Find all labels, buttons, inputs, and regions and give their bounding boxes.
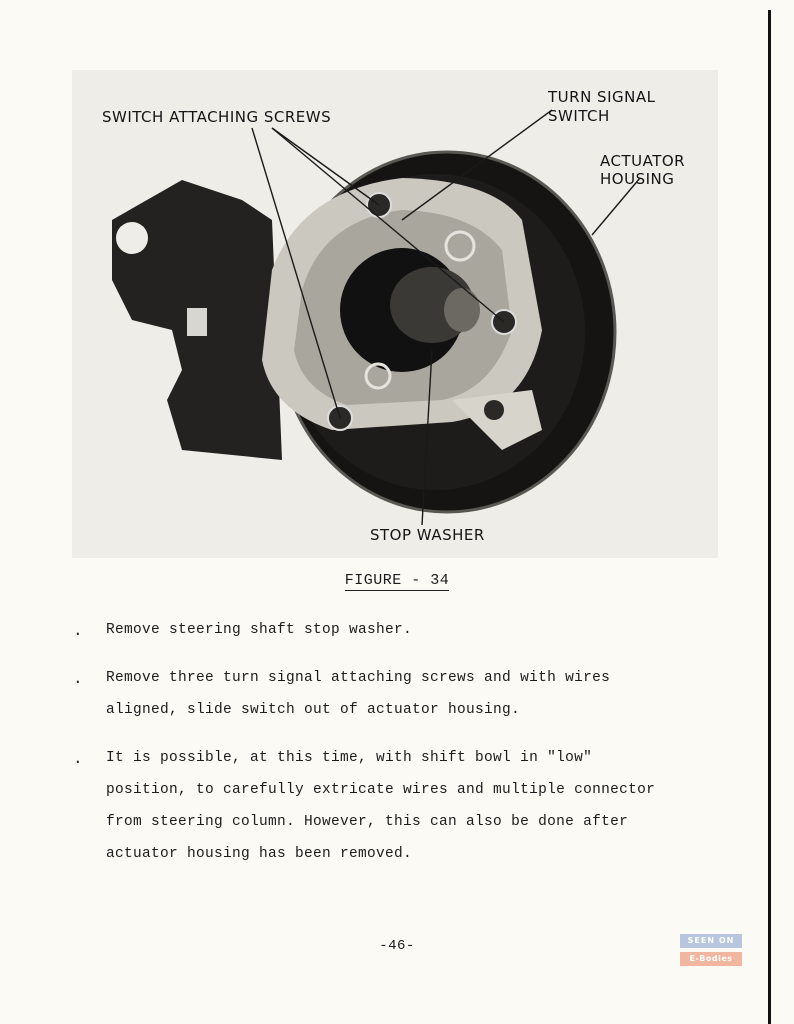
cam-hole xyxy=(484,400,504,420)
bracket-hole xyxy=(116,222,148,254)
bullet: . xyxy=(73,670,83,688)
bullet: . xyxy=(73,750,83,768)
callout-switch-attaching-screws: SWITCH ATTACHING SCREWS xyxy=(102,108,332,126)
shaft-end xyxy=(444,288,480,332)
callout-stop-washer: STOP WASHER xyxy=(370,526,485,544)
figure-caption: FIGURE - 34 xyxy=(344,572,450,589)
watermark-top: SEEN ON xyxy=(680,934,742,948)
callout-switch: SWITCH xyxy=(548,107,610,125)
instruction-1: Remove steering shaft stop washer. xyxy=(106,622,413,638)
page-number: -46- xyxy=(379,938,415,954)
callout-turn-signal: TURN SIGNAL xyxy=(548,88,656,106)
bracket-slot xyxy=(187,308,207,336)
callout-housing: HOUSING xyxy=(600,170,675,188)
watermark-bottom: E-Bodies xyxy=(680,952,742,966)
instruction-3: It is possible, at this time, with shift bowl in "low" position, to carefully extricate wires and multiple connector from steering column. However, this can also be done after actuator housing has been removed. xyxy=(106,750,656,862)
steering-column-illustration xyxy=(72,70,718,558)
watermark-badge xyxy=(680,934,742,972)
figure-34-photo xyxy=(72,70,718,558)
instruction-2: Remove three turn signal attaching screws and with wires aligned, slide switch out of actuator housing. xyxy=(106,670,611,718)
page-edge-line xyxy=(768,10,771,1024)
callout-actuator: ACTUATOR xyxy=(600,152,686,170)
bullet: . xyxy=(73,622,83,640)
